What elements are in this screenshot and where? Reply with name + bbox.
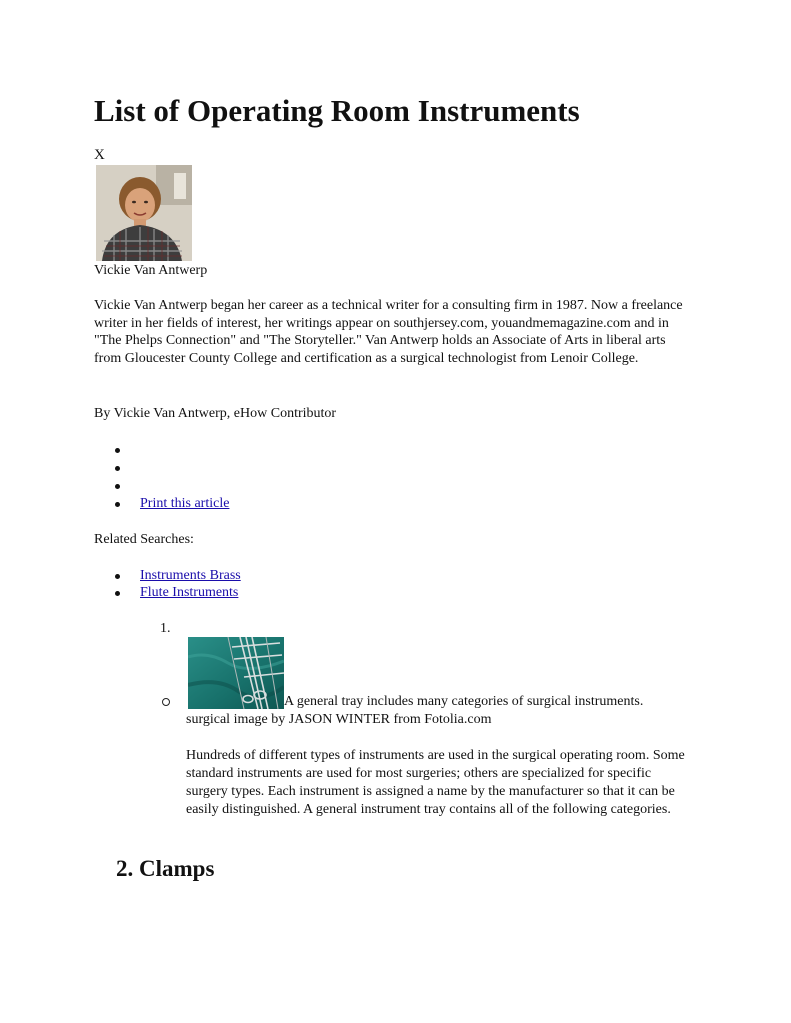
bullet-dot	[115, 448, 120, 453]
step-number: 1.	[160, 621, 171, 636]
byline: By Vickie Van Antwerp, eHow Contributor	[94, 406, 337, 421]
author-photo	[96, 165, 192, 261]
bullet-dot	[115, 466, 120, 471]
step-number: 2.	[116, 856, 134, 881]
surgical-tray-photo	[188, 637, 284, 709]
close-button[interactable]: X	[94, 147, 105, 163]
share-action-empty	[94, 477, 229, 495]
share-action-print	[94, 495, 229, 513]
share-actions-list	[94, 441, 229, 513]
circle-bullet	[162, 698, 170, 706]
related-link-flute-instruments[interactable]: Flute Instruments	[140, 585, 239, 600]
list-item	[94, 567, 241, 584]
section-title: Clamps	[139, 856, 215, 881]
author-bio: Vickie Van Antwerp began her career as a technical writer for a consulting firm in 1987. Now a freelance writer in her fields of interest, her writings appear on southjersey.com, youandmemagazine.com and in "The Phelps Connection" and "The Storyteller." Van Antwerp holds an Associate of Arts in liberal arts from Gloucester County College and certification as a surgical technologist from Lenoir College.	[94, 298, 683, 366]
author-name: Vickie Van Antwerp	[94, 263, 208, 278]
section-heading-clamps	[116, 855, 214, 883]
related-searches-list	[94, 567, 241, 601]
bullet-dot	[115, 591, 120, 596]
related-link-instruments-brass[interactable]: Instruments Brass	[140, 568, 241, 583]
bullet-dot	[115, 484, 120, 489]
share-action-empty	[94, 441, 229, 459]
print-article-link[interactable]: Print this article	[140, 496, 230, 511]
bullet-dot	[115, 574, 120, 579]
surgical-instruments-image	[188, 637, 284, 709]
list-item	[94, 584, 241, 601]
bullet-dot	[115, 502, 120, 507]
author-portrait-image	[96, 165, 192, 261]
share-action-empty	[94, 459, 229, 477]
related-searches-label: Related Searches:	[94, 532, 194, 547]
image-caption: A general tray includes many categories of surgical instruments.	[284, 694, 644, 709]
page-title: List of Operating Room Instruments	[94, 93, 580, 128]
step-body-text: Hundreds of different types of instruments are used in the surgical operating room. Some standard instruments are used for most surgeries; others are specialized for specific surgery types. Each instrument is assigned a name by the manufacturer so that it can be easily distinguished. A general instrument tray contains all of the following categories.	[186, 748, 685, 817]
image-credit: surgical image by JASON WINTER from Fotolia.com	[186, 712, 492, 727]
